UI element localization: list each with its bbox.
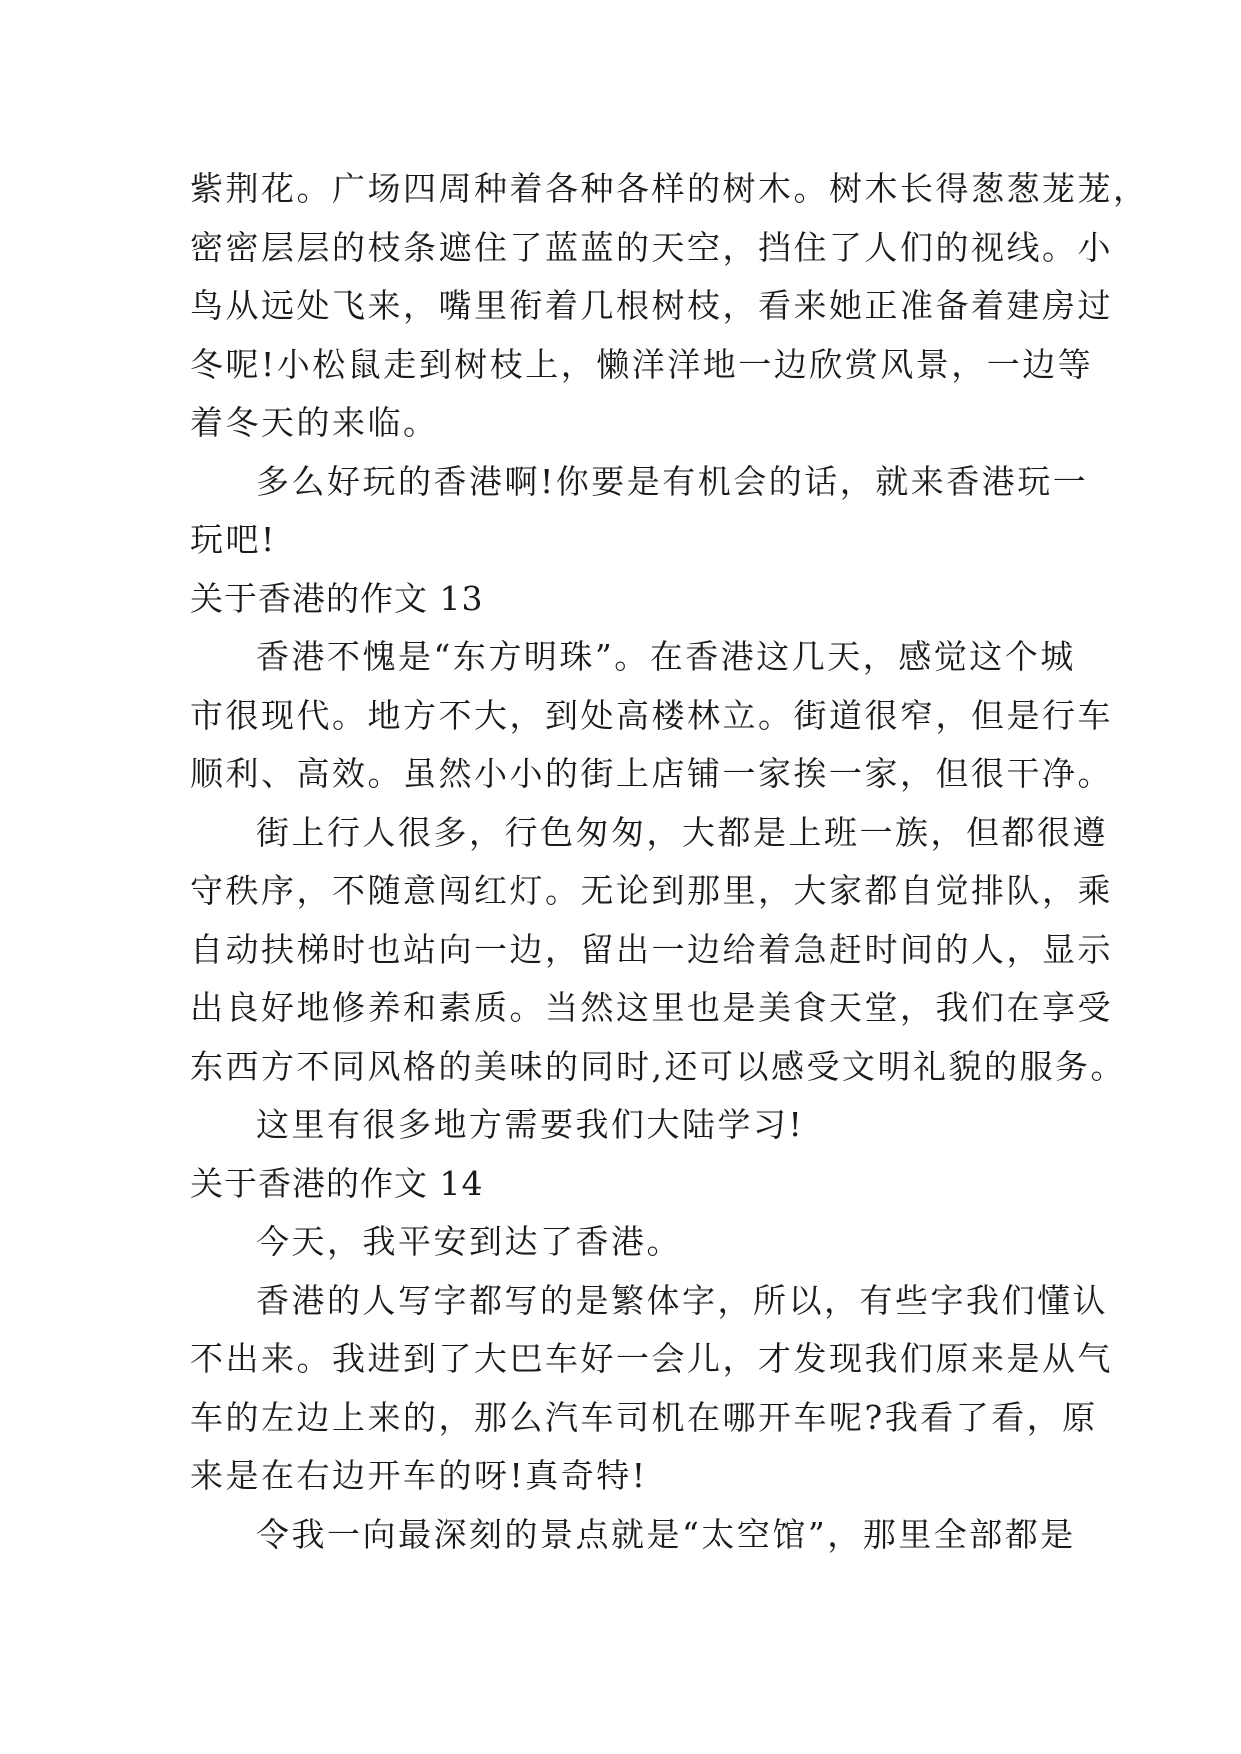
text-line: 守秩序，不随意闯红灯。无论到那里，大家都自觉排队，乘 — [190, 871, 1113, 910]
text-line: 不出来。我进到了大巴车好一会儿，才发现我们原来是从气 — [190, 1339, 1113, 1378]
paragraph-first-line: 街上行人很多，行色匆匆，大都是上班一族，但都很遵 — [256, 812, 1108, 852]
text-line: 顺利、高效。虽然小小的街上店铺一家挨一家，但很干净。 — [190, 754, 1113, 793]
text-line: 来是在右边开车的呀!真奇特! — [190, 1456, 648, 1495]
text-line: 着冬天的来临。 — [190, 403, 439, 442]
text-line: 市很现代。地方不大，到处高楼林立。街道很窄，但是行车 — [190, 695, 1113, 735]
section-heading: 关于香港的作文 14 — [190, 1163, 484, 1203]
text-line: 车的左边上来的，那么汽车司机在哪开车呢?我看了看，原 — [190, 1397, 1098, 1437]
paragraph-first-line: 香港的人写字都写的是繁体字，所以，有些字我们懂认 — [256, 1280, 1108, 1320]
text-line: 密密层层的枝条遮住了蓝蓝的天空，挡住了人们的视线。小 — [190, 227, 1113, 267]
text-line: 出良好地修养和素质。当然这里也是美食天堂，我们在享受 — [190, 988, 1113, 1027]
text-line: 自动扶梯时也站向一边，留出一边给着急赶时间的人，显示 — [190, 929, 1113, 969]
paragraph-first-line: 令我一向最深刻的景点就是“太空馆”，那里全部都是 — [256, 1514, 1076, 1554]
text-line: 紫荆花。广场四周种着各种各样的树木。树木长得葱葱茏茏， — [190, 169, 1149, 208]
paragraph-first-line: 这里有很多地方需要我们大陆学习! — [256, 1105, 805, 1144]
paragraph-first-line: 今天，我平安到达了香港。 — [256, 1222, 682, 1261]
text-line: 东西方不同风格的美味的同时,还可以感受文明礼貌的服务。 — [190, 1046, 1126, 1086]
text-line: 冬呢!小松鼠走到树枝上，懒洋洋地一边欣赏风景，一边等 — [190, 344, 1094, 384]
paragraph-first-line: 多么好玩的香港啊!你要是有机会的话，就来香港玩一 — [256, 461, 1089, 501]
paragraph-first-line: 香港不愧是“东方明珠”。在香港这几天，感觉这个城 — [256, 637, 1076, 676]
text-line: 鸟从远处飞来，嘴里衔着几根树枝，看来她正准备着建房过 — [190, 286, 1113, 325]
text-line: 玩吧! — [190, 520, 277, 559]
document-body — [190, 160, 1149, 1564]
section-heading: 关于香港的作文 13 — [190, 578, 484, 618]
